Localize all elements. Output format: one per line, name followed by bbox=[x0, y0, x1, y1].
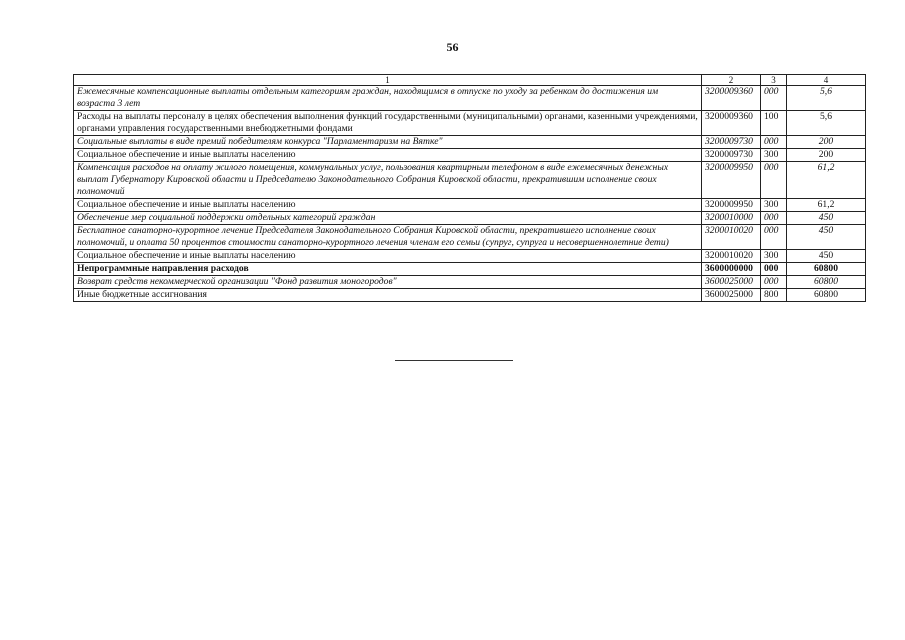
table-row bbox=[74, 162, 866, 199]
row-name-cell: Социальное обеспечение и иные выплаты населению bbox=[74, 250, 702, 263]
row-type-cell: 100 bbox=[761, 111, 787, 136]
row-name-cell: Социальное обеспечение и иные выплаты населению bbox=[74, 199, 702, 212]
row-code-cell: 3200010020 bbox=[702, 250, 761, 263]
row-name-cell: Непрограммные направления расходов bbox=[74, 263, 702, 276]
row-amount-cell: 61,2 bbox=[787, 162, 866, 199]
table-row bbox=[74, 263, 866, 276]
table-row bbox=[74, 111, 866, 136]
row-code-cell: 3200010000 bbox=[702, 212, 761, 225]
row-type-cell: 000 bbox=[761, 225, 787, 250]
column-header-name: 1 bbox=[74, 75, 702, 86]
row-name-cell: Расходы на выплаты персоналу в целях обеспечения выполнения функций государственными (муниципальными) органами, казенными учреждениями, органами управления государственными внебюджетными фондами bbox=[74, 111, 702, 136]
row-name-cell: Социальное обеспечение и иные выплаты населению bbox=[74, 149, 702, 162]
table-row bbox=[74, 212, 866, 225]
row-type-cell: 000 bbox=[761, 263, 787, 276]
row-amount-cell: 200 bbox=[787, 149, 866, 162]
column-header-amount: 4 bbox=[787, 75, 866, 86]
page-number: 56 bbox=[446, 40, 459, 54]
row-name-cell: Обеспечение мер социальной поддержки отдельных категорий граждан bbox=[74, 212, 702, 225]
column-header-code: 2 bbox=[702, 75, 761, 86]
row-type-cell: 300 bbox=[761, 250, 787, 263]
row-amount-cell: 60800 bbox=[787, 276, 866, 289]
closing-divider-line bbox=[395, 360, 513, 361]
table-row bbox=[74, 276, 866, 289]
row-amount-cell: 60800 bbox=[787, 263, 866, 276]
row-amount-cell: 450 bbox=[787, 225, 866, 250]
row-amount-cell: 61,2 bbox=[787, 199, 866, 212]
row-name-cell: Ежемесячные компенсационные выплаты отдельным категориям граждан, находящимся в отпуске по уходу за ребенком до достижения им возраста 3 лет bbox=[74, 86, 702, 111]
row-type-cell: 000 bbox=[761, 276, 787, 289]
row-code-cell: 3200010020 bbox=[702, 225, 761, 250]
table-row bbox=[74, 86, 866, 111]
column-header-type: 3 bbox=[761, 75, 787, 86]
row-amount-cell: 5,6 bbox=[787, 86, 866, 111]
row-code-cell: 3600000000 bbox=[702, 263, 761, 276]
table-row bbox=[74, 149, 866, 162]
row-name-cell: Иные бюджетные ассигнования bbox=[74, 289, 702, 302]
budget-table bbox=[73, 74, 866, 302]
row-code-cell: 3200009950 bbox=[702, 199, 761, 212]
row-code-cell: 3200009730 bbox=[702, 149, 761, 162]
row-amount-cell: 200 bbox=[787, 136, 866, 149]
row-name-cell: Компенсация расходов на оплату жилого помещения, коммунальных услуг, пользования квартирным телефоном в виде ежемесячных денежных выплат Губернатору Кировской области и Председателю Законодательного Собрания Кировской области, прекратившим исполнение своих полномочий bbox=[74, 162, 702, 199]
row-name-cell: Социальные выплаты в виде премий победителям конкурса "Парламентаризм на Вятке" bbox=[74, 136, 702, 149]
row-type-cell: 800 bbox=[761, 289, 787, 302]
row-code-cell: 3600025000 bbox=[702, 289, 761, 302]
row-amount-cell: 450 bbox=[787, 250, 866, 263]
row-type-cell: 000 bbox=[761, 162, 787, 199]
row-code-cell: 3200009360 bbox=[702, 111, 761, 136]
row-code-cell: 3600025000 bbox=[702, 276, 761, 289]
table-row bbox=[74, 250, 866, 263]
row-code-cell: 3200009730 bbox=[702, 136, 761, 149]
table-header-row bbox=[74, 75, 866, 86]
row-type-cell: 300 bbox=[761, 149, 787, 162]
row-code-cell: 3200009360 bbox=[702, 86, 761, 111]
table-row bbox=[74, 289, 866, 302]
row-type-cell: 000 bbox=[761, 212, 787, 225]
row-amount-cell: 5,6 bbox=[787, 111, 866, 136]
row-name-cell: Возврат средств некоммерческой организации "Фонд развития моногородов" bbox=[74, 276, 702, 289]
row-type-cell: 000 bbox=[761, 86, 787, 111]
row-name-cell: Бесплатное санаторно-курортное лечение Председателя Законодательного Собрания Кировской области, прекратившего исполнение своих полномочий, и оплата 50 процентов стоимости санаторно-курортного лечения членам его семьи (супруг, супруга и несовершеннолетние дети) bbox=[74, 225, 702, 250]
row-code-cell: 3200009950 bbox=[702, 162, 761, 199]
row-type-cell: 300 bbox=[761, 199, 787, 212]
table-body bbox=[74, 86, 866, 302]
table-row bbox=[74, 199, 866, 212]
row-type-cell: 000 bbox=[761, 136, 787, 149]
row-amount-cell: 450 bbox=[787, 212, 866, 225]
table-row bbox=[74, 136, 866, 149]
table-row bbox=[74, 225, 866, 250]
row-amount-cell: 60800 bbox=[787, 289, 866, 302]
